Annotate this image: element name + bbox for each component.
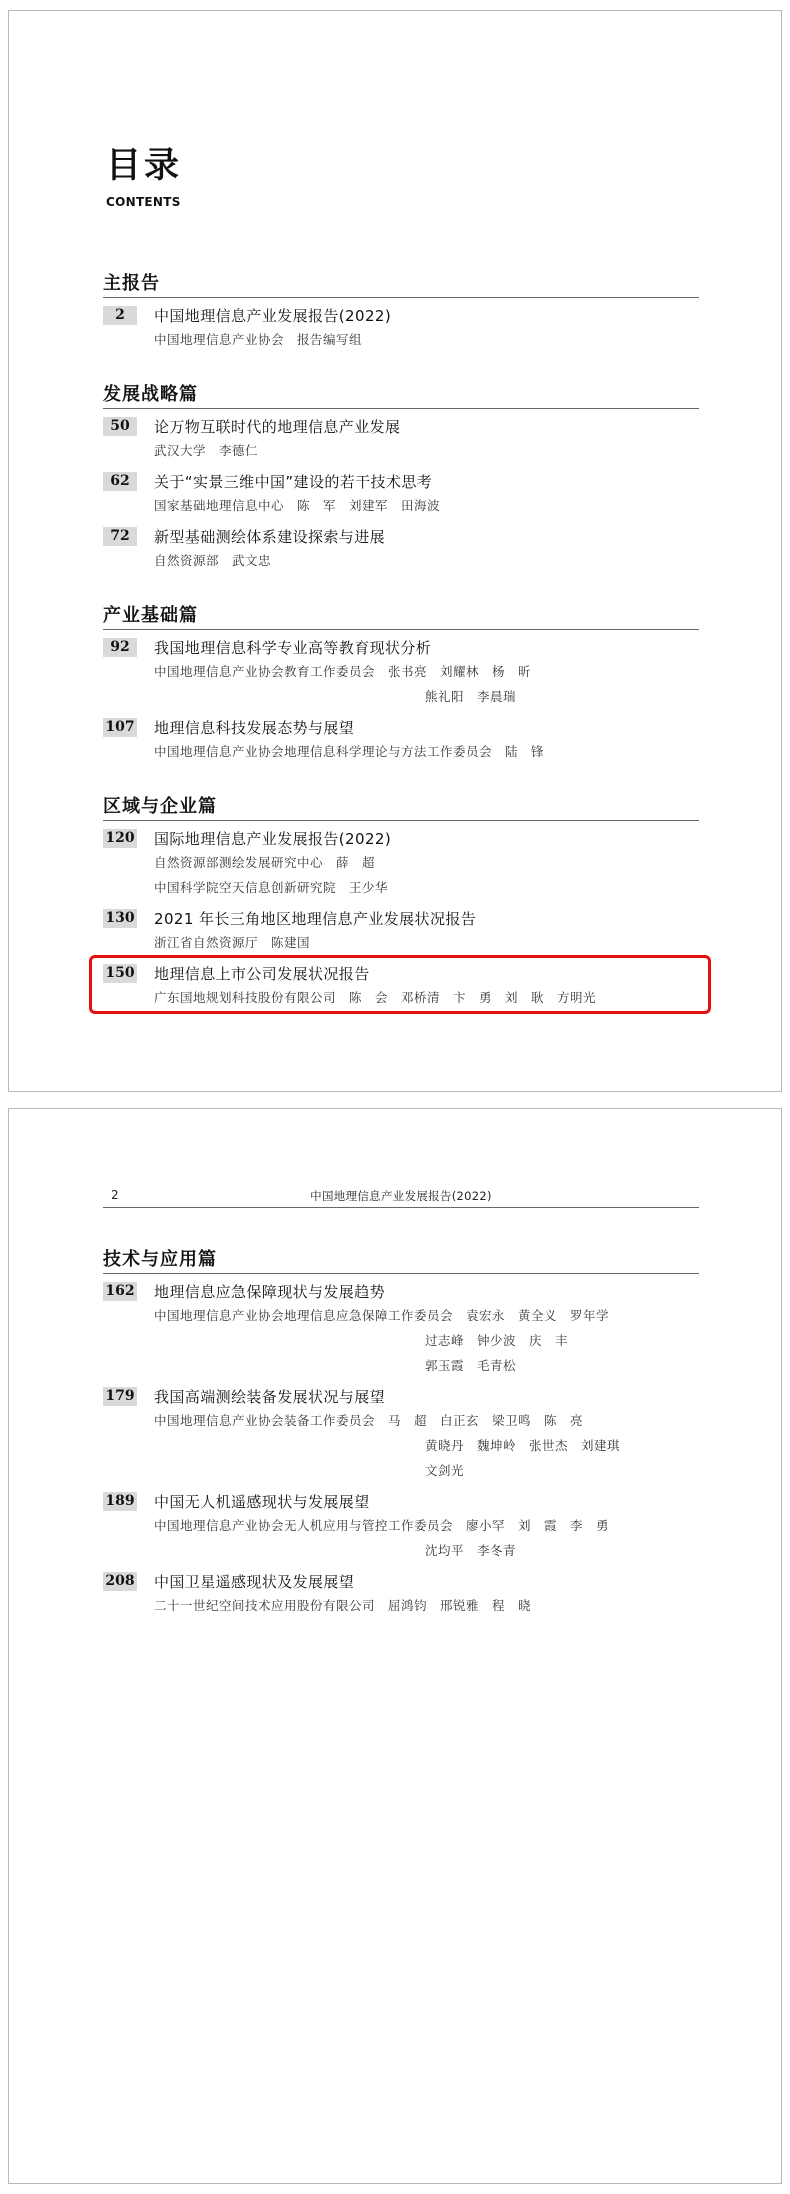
entry-title[interactable]: 我国地理信息科学专业高等教育现状分析 [154, 638, 432, 657]
entry-authors: 二十一世纪空间技术应用股份有限公司 屈鸿钧 邢锐雅 程 晓 [154, 1598, 532, 1613]
toc-entry[interactable] [103, 1384, 699, 1483]
section-heading: 技术与应用篇 [103, 1245, 699, 1274]
toc-entry[interactable] [103, 715, 699, 764]
section-heading: 区域与企业篇 [103, 792, 699, 821]
toc-entry[interactable] [103, 1569, 699, 1618]
entry-authors: 国家基础地理信息中心 陈 军 刘建军 田海波 [154, 498, 441, 513]
section-heading: 发展战略篇 [103, 380, 699, 409]
entry-title[interactable]: 关于“实景三维中国”建设的若干技术思考 [154, 472, 433, 491]
page-number: 189 [103, 1492, 137, 1511]
entry-title[interactable]: 地理信息科技发展态势与展望 [154, 718, 355, 737]
page-number: 179 [103, 1387, 137, 1406]
entry-title[interactable]: 论万物互联时代的地理信息产业发展 [154, 417, 401, 436]
page-number: 92 [103, 638, 137, 657]
running-head-page-number: 2 [111, 1188, 119, 1202]
entry-authors: 中国地理信息产业协会无人机应用与管控工作委员会 廖小罕 刘 霞 李 勇 [154, 1518, 610, 1533]
toc-entry[interactable] [103, 635, 699, 709]
entry-title[interactable]: 地理信息应急保障现状与发展趋势 [154, 1282, 386, 1301]
entry-authors-continued: 文剑光 [425, 1463, 465, 1478]
toc-entry[interactable] [103, 906, 699, 955]
entry-authors: 自然资源部测绘发展研究中心 薛 超 [154, 855, 376, 870]
toc-entry-highlighted[interactable] [103, 961, 699, 1010]
toc-content [103, 269, 699, 1038]
entry-authors-continued: 熊礼阳 李晨瑞 [425, 689, 517, 704]
toc-section [103, 380, 699, 573]
toc-section [103, 601, 699, 764]
entry-title[interactable]: 地理信息上市公司发展状况报告 [154, 964, 370, 983]
entry-authors: 中国科学院空天信息创新研究院 王少华 [154, 880, 389, 895]
section-heading: 产业基础篇 [103, 601, 699, 630]
entry-title[interactable]: 2021 年长三角地区地理信息产业发展状况报告 [154, 909, 477, 928]
entry-title[interactable]: 新型基础测绘体系建设探索与进展 [154, 527, 386, 546]
entry-title[interactable]: 我国高端测绘装备发展状况与展望 [154, 1387, 386, 1406]
page-number: 130 [103, 909, 137, 928]
toc-entry[interactable] [103, 1279, 699, 1378]
toc-title: 目录 [106, 146, 183, 186]
entry-authors: 武汉大学 李德仁 [154, 443, 259, 458]
toc-entry[interactable] [103, 303, 699, 352]
toc-entry[interactable] [103, 524, 699, 573]
entry-authors: 中国地理信息产业协会地理信息科学理论与方法工作委员会 陆 锋 [154, 744, 545, 759]
entry-authors: 中国地理信息产业协会装备工作委员会 马 超 白正玄 梁卫鸣 陈 亮 [154, 1413, 584, 1428]
toc-entry[interactable] [103, 826, 699, 900]
section-heading: 主报告 [103, 269, 699, 298]
page-number: 50 [103, 417, 137, 436]
entry-authors: 中国地理信息产业协会 报告编写组 [154, 332, 363, 347]
toc-section [103, 269, 699, 352]
entry-title[interactable]: 中国卫星遥感现状及发展展望 [154, 1572, 355, 1591]
running-head-title: 中国地理信息产业发展报告(2022) [310, 1189, 492, 1203]
toc-page-2 [8, 1108, 782, 2184]
page-number: 62 [103, 472, 137, 491]
entry-authors: 自然资源部 武文忠 [154, 553, 272, 568]
page-number: 208 [103, 1572, 137, 1591]
entry-authors-continued: 黄晓丹 魏坤岭 张世杰 刘建琪 [425, 1438, 621, 1453]
toc-subtitle: CONTENTS [106, 195, 181, 209]
toc-entry[interactable] [103, 414, 699, 463]
toc-content [103, 1245, 699, 1646]
entry-authors-continued: 郭玉霞 毛青松 [425, 1358, 517, 1373]
page-number: 162 [103, 1282, 137, 1301]
toc-entry[interactable] [103, 469, 699, 518]
entry-authors: 中国地理信息产业协会地理信息应急保障工作委员会 袁宏永 黄全义 罗年学 [154, 1308, 610, 1323]
entry-authors-continued: 沈均平 李冬青 [425, 1543, 517, 1558]
page-number: 107 [103, 718, 137, 737]
entry-authors: 浙江省自然资源厅 陈建国 [154, 935, 311, 950]
entry-authors-continued: 过志峰 钟少波 庆 丰 [425, 1333, 569, 1348]
entry-authors: 广东国地规划科技股份有限公司 陈 会 邓桥清 卞 勇 刘 耿 方明光 [154, 990, 597, 1005]
page-number: 150 [103, 964, 137, 983]
page-number: 72 [103, 527, 137, 546]
entry-title[interactable]: 中国无人机遥感现状与发展展望 [154, 1492, 370, 1511]
page-number: 2 [103, 306, 137, 325]
entry-title[interactable]: 中国地理信息产业发展报告(2022) [154, 306, 392, 325]
toc-entry[interactable] [103, 1489, 699, 1563]
page-number: 120 [103, 829, 137, 848]
toc-page-1 [8, 10, 782, 1092]
toc-section [103, 1245, 699, 1618]
running-head [103, 1186, 699, 1208]
entry-authors: 中国地理信息产业协会教育工作委员会 张书亮 刘耀林 杨 昕 [154, 664, 532, 679]
toc-section [103, 792, 699, 1010]
entry-title[interactable]: 国际地理信息产业发展报告(2022) [154, 829, 392, 848]
